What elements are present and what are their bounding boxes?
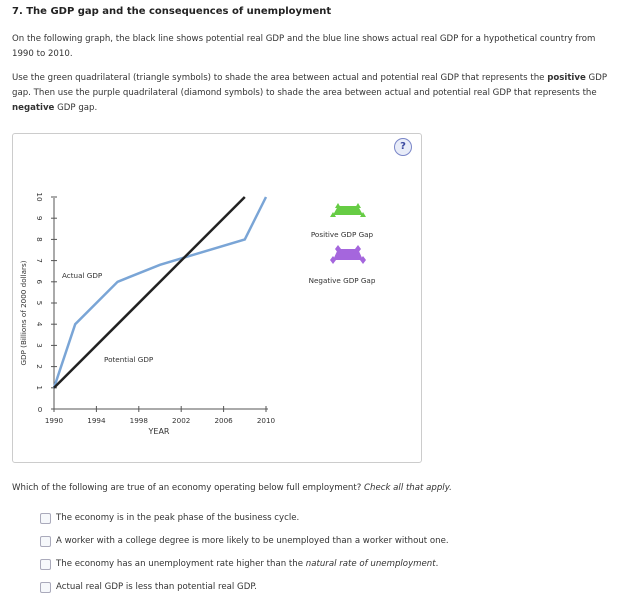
y-tick-label-6: 6 xyxy=(35,279,44,285)
gdp-graph[interactable] xyxy=(12,133,420,461)
x-tick-label-2006: 2006 xyxy=(214,416,233,425)
positive-gap-label: Positive GDP Gap xyxy=(310,230,374,239)
option-2-label[interactable]: A worker with a college degree is more likely to be unemployed than a worker without one. xyxy=(56,536,449,546)
y-tick-label-5: 5 xyxy=(35,300,44,306)
y-tick-label-10: 10 xyxy=(35,192,44,202)
question-instruction: Check all that apply. xyxy=(364,483,452,493)
actual-gdp-annotation: Actual GDP xyxy=(62,271,103,280)
y-tick-label-0: 0 xyxy=(37,405,43,414)
intro-text-a: Use the green quadrilateral (triangle symbols) to shade the area between actual and potential real GDP that represents the xyxy=(12,73,548,83)
y-tick-label-9: 9 xyxy=(35,215,44,221)
page-title: 7. The GDP gap and the consequences of unemployment xyxy=(12,6,332,17)
positive-gdp-gap-tool[interactable] xyxy=(311,203,374,239)
intro-text-c: GDP gap. xyxy=(54,103,98,113)
positive-gap-triangle-tr[interactable] xyxy=(355,203,361,208)
negative-gap-label: Negative GDP Gap xyxy=(308,276,376,285)
option-3-text-b: . xyxy=(435,559,439,569)
positive-gap-triangle-tl[interactable] xyxy=(335,203,341,208)
intro-paragraph-1: On the following graph, the black line shows potential real GDP and the blue line shows actual real GDP for a hypothetical country from 1990 to 2010. xyxy=(12,34,596,59)
x-tick-label-1990: 1990 xyxy=(44,416,64,425)
option-4-label[interactable]: Actual real GDP is less than potential real GDP. xyxy=(56,582,257,592)
y-axis-label: GDP (Billions of 2000 dollars) xyxy=(19,260,28,366)
intro-positive-word: positive xyxy=(547,73,586,83)
potential-gdp-annotation: Potential GDP xyxy=(104,355,154,364)
y-tick-label-8: 8 xyxy=(35,237,44,242)
option-1-checkbox[interactable] xyxy=(40,513,51,524)
x-tick-label-2002: 2002 xyxy=(172,416,191,425)
option-2-checkbox[interactable] xyxy=(40,536,51,547)
x-tick-label-2010: 2010 xyxy=(256,416,276,425)
option-3-checkbox[interactable] xyxy=(40,559,51,570)
x-tick-label-1998: 1998 xyxy=(129,416,148,425)
option-4-checkbox[interactable] xyxy=(40,582,51,593)
option-1-label[interactable]: The economy is in the peak phase of the business cycle. xyxy=(56,513,300,523)
actual-gdp-line xyxy=(54,197,266,388)
intro-negative-word: negative xyxy=(12,103,55,113)
y-tick-label-2: 2 xyxy=(35,364,44,369)
y-tick-label-3: 3 xyxy=(35,343,44,348)
negative-gdp-gap-tool[interactable] xyxy=(309,245,376,285)
y-tick-label-4: 4 xyxy=(35,321,44,327)
help-button[interactable]: ? xyxy=(394,138,412,156)
question-text xyxy=(12,483,452,493)
y-tick-label-1: 1 xyxy=(35,385,45,391)
x-tick-label-1994: 1994 xyxy=(87,416,106,425)
option-3-text-a: The economy has an unemployment rate higher than the xyxy=(56,559,306,569)
intro-text-b: GDP gap. Then use the purple quadrilateral (diamond symbols) to shade the area between actual and potential real GDP that represents the xyxy=(12,73,608,98)
x-axis-label: YEAR xyxy=(148,427,170,436)
intro-paragraph-2 xyxy=(12,71,608,116)
y-tick-label-7: 7 xyxy=(34,258,44,263)
option-3-label[interactable] xyxy=(56,557,438,571)
question-main: Which of the following are true of an economy operating below full employment? xyxy=(12,483,364,493)
option-3-emphasis: natural rate of unemployment xyxy=(305,559,436,569)
